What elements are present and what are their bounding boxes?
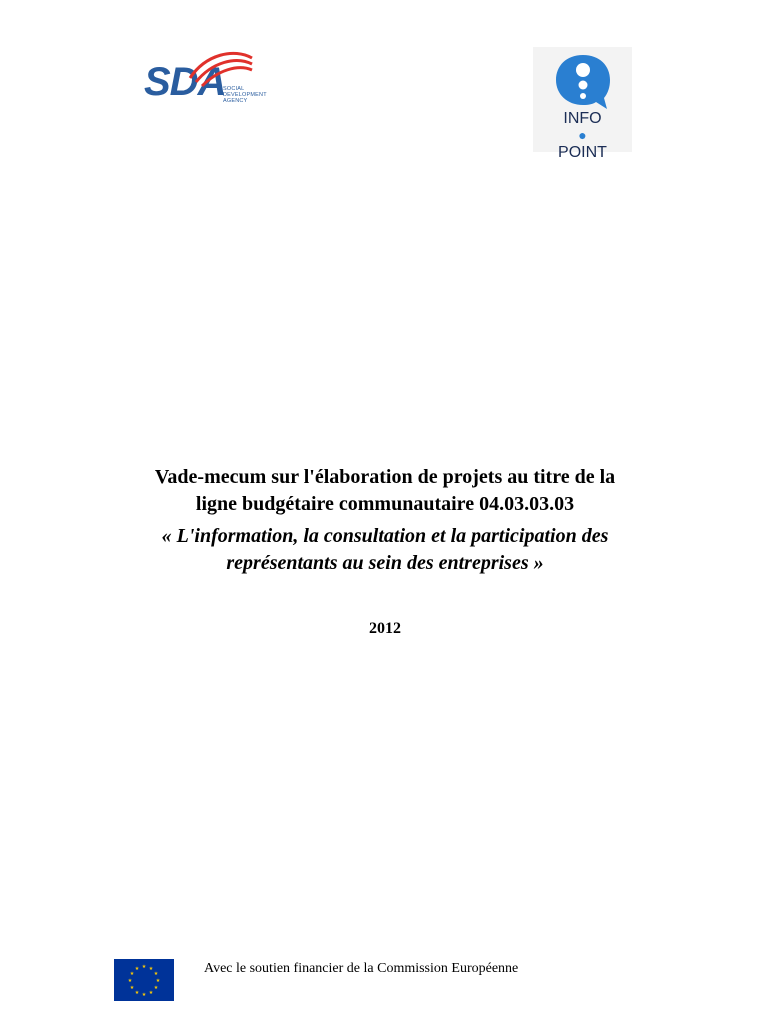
infopoint-logo-text: INFO ● POINT bbox=[533, 110, 632, 161]
svg-text:★: ★ bbox=[148, 966, 154, 972]
svg-text:★: ★ bbox=[148, 990, 154, 996]
svg-text:★: ★ bbox=[127, 978, 133, 984]
svg-text:★: ★ bbox=[129, 985, 135, 991]
funding-statement: Avec le soutien financier de la Commission Européenne bbox=[204, 961, 519, 976]
title-line-2: ligne budgétaire communautaire 04.03.03.03 bbox=[195, 493, 575, 515]
subtitle-line-2: représentants au sein des entreprises » bbox=[226, 552, 544, 574]
sda-logo bbox=[144, 48, 284, 108]
title-block bbox=[100, 464, 670, 577]
svg-text:★: ★ bbox=[155, 978, 161, 984]
infopoint-logo bbox=[533, 47, 632, 161]
subtitle-line-1: « L'information, la consultation et la participation des bbox=[161, 525, 609, 547]
svg-text:★: ★ bbox=[153, 971, 159, 977]
svg-text:★: ★ bbox=[153, 985, 159, 991]
sda-swoosh-icon bbox=[186, 48, 256, 88]
svg-text:★: ★ bbox=[134, 990, 140, 996]
speech-bubble-icon bbox=[552, 53, 614, 111]
svg-text:★: ★ bbox=[141, 964, 147, 970]
svg-text:★: ★ bbox=[141, 992, 147, 998]
title-line-1: Vade-mecum sur l'élaboration de projets au titre de la bbox=[154, 466, 616, 488]
svg-text:★: ★ bbox=[134, 966, 140, 972]
sda-logo-subtitle: SOCIAL DEVELOPMENT AGENCY bbox=[223, 86, 267, 104]
dot-icon: ● bbox=[578, 127, 587, 143]
document-year: 2012 bbox=[369, 620, 401, 637]
eu-flag-icon bbox=[114, 959, 174, 1001]
sda-logo-text: SDA bbox=[144, 60, 226, 104]
document-subtitle bbox=[100, 523, 670, 577]
svg-text:★: ★ bbox=[129, 971, 135, 977]
document-title bbox=[100, 464, 670, 518]
